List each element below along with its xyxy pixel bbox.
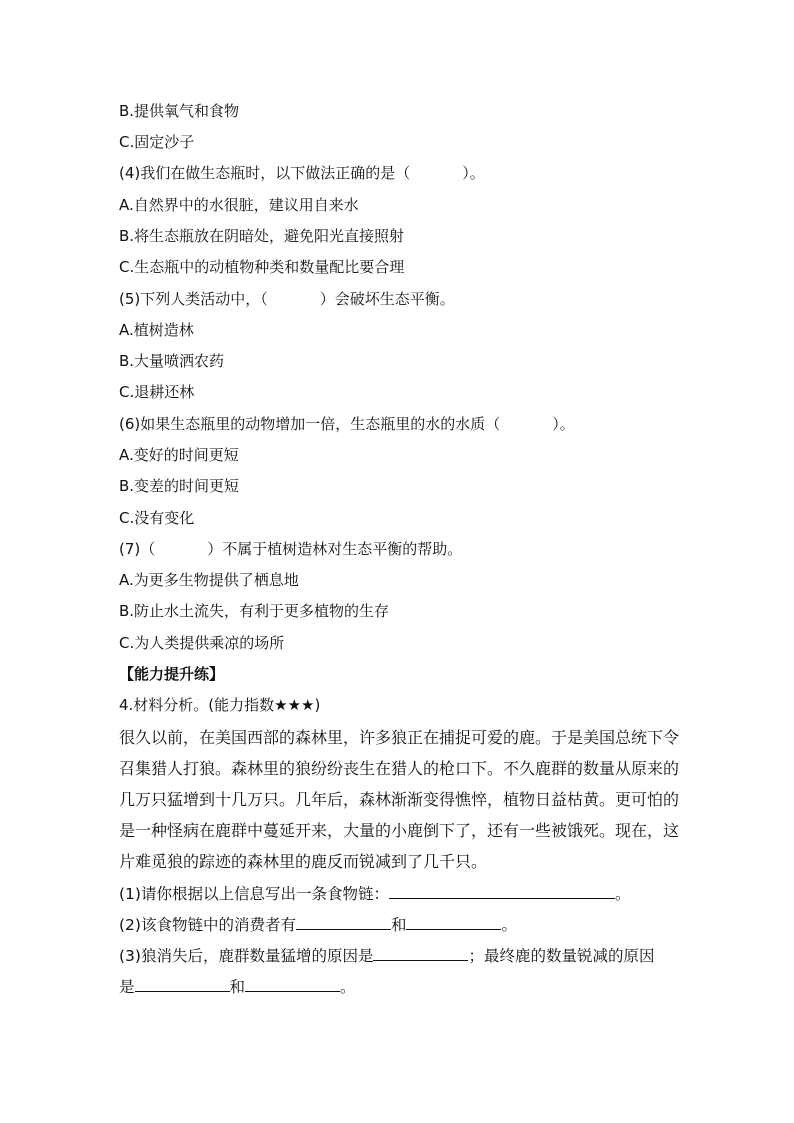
q5-option-c: C.退耕还林: [119, 383, 195, 401]
decrease-reason-blank-2[interactable]: [245, 975, 340, 992]
material-passage: [119, 722, 679, 877]
q7-option-b: B.防止水土流失，有利于更多植物的生存: [119, 602, 390, 620]
q6-stem: [119, 413, 575, 435]
sub-question-2: [119, 913, 517, 936]
q4-option-a: A.自然界中的水很脏，建议用自来水: [119, 196, 359, 214]
q5-option-b: B.大量喷洒农药: [119, 352, 225, 370]
q6-stem-text: (6)如果生态瓶里的动物增加一倍，生态瓶里的水的水质（: [119, 415, 501, 433]
sub3-line2-start: 是: [119, 978, 135, 996]
q4-option-c: C.生态瓶中的动植物种类和数量配比要合理: [119, 258, 405, 276]
sub2-text: (2)该食物链中的消费者有: [119, 916, 296, 934]
sub-question-3-line-2: [119, 975, 356, 998]
q4-stem: [119, 162, 485, 184]
sub-question-3-line-1: [119, 944, 654, 967]
q5-stem: [119, 288, 455, 310]
q5-stem-text: (5)下列人类活动中，（: [119, 290, 268, 308]
sub2-end: 。: [501, 916, 517, 934]
consumer-blank-2[interactable]: [406, 913, 501, 930]
q3-option-c: C.固定沙子: [119, 133, 195, 151]
sub3-text-cont: ；最终鹿的数量锐减的原因: [468, 947, 655, 965]
sub3-text: (3)狼消失后，鹿群数量猛增的原因是: [119, 947, 374, 965]
q7-stem: [119, 538, 462, 560]
sub1-end: 。: [614, 885, 631, 903]
passage-line: 片难觅狼的踪迹的森林里的鹿反而锐减到了几千只。: [119, 852, 488, 871]
q7-option-a: A.为更多生物提供了栖息地: [119, 571, 299, 589]
passage-line: 是一种怪病在鹿群中蔓延开来，大量的小鹿倒下了，还有一些被饿死。现在，这: [119, 821, 680, 840]
sub2-and: 和: [390, 916, 407, 934]
sub1-text: (1)请你根据以上信息写出一条食物链：: [119, 885, 389, 903]
q7-option-c: C.为人类提供乘凉的场所: [119, 634, 285, 652]
food-chain-blank[interactable]: [389, 882, 615, 899]
passage-line: 召集猎人打狼。森林里的狼纷纷丧生在猎人的枪口下。不久鹿群的数量从原来的: [119, 759, 680, 778]
q7-stem-end: ）不属于植树造林对生态平衡的帮助。: [207, 540, 463, 558]
section-heading: 【能力提升练】: [119, 665, 225, 683]
q6-option-c: C.没有变化: [119, 509, 195, 527]
sub3-end: 。: [340, 978, 356, 996]
q6-option-a: A.变好的时间更短: [119, 446, 239, 464]
q6-stem-end: ）。: [552, 415, 575, 433]
q5-stem-end: ）会破坏生态平衡。: [319, 290, 455, 308]
q4-option-b: B.将生态瓶放在阴暗处，避免阳光直接照射: [119, 227, 405, 245]
q4-stem-end: ）。: [462, 164, 485, 182]
passage-line: 几万只猛增到十几万只。几年后，森林渐渐变得憔悴，植物日益枯黄。更可怕的: [119, 790, 680, 809]
increase-reason-blank[interactable]: [373, 944, 468, 961]
sub3-and: 和: [229, 978, 246, 996]
sub-question-1: [119, 882, 630, 905]
q3-option-b: B.提供氧气和食物: [119, 102, 240, 120]
consumer-blank-1[interactable]: [296, 913, 391, 930]
q5-option-a: A.植树造林: [119, 321, 194, 339]
material-question-title: 4.材料分析。(能力指数★★★): [119, 696, 321, 714]
q7-stem-text: (7)（: [119, 540, 156, 558]
q6-option-b: B.变差的时间更短: [119, 477, 240, 495]
passage-line: 很久以前，在美国西部的森林里，许多狼正在捕捉可爱的鹿。于是美国总统下令: [119, 728, 680, 747]
q4-stem-text: (4)我们在做生态瓶时，以下做法正确的是（: [119, 164, 411, 182]
decrease-reason-blank-1[interactable]: [135, 975, 230, 992]
